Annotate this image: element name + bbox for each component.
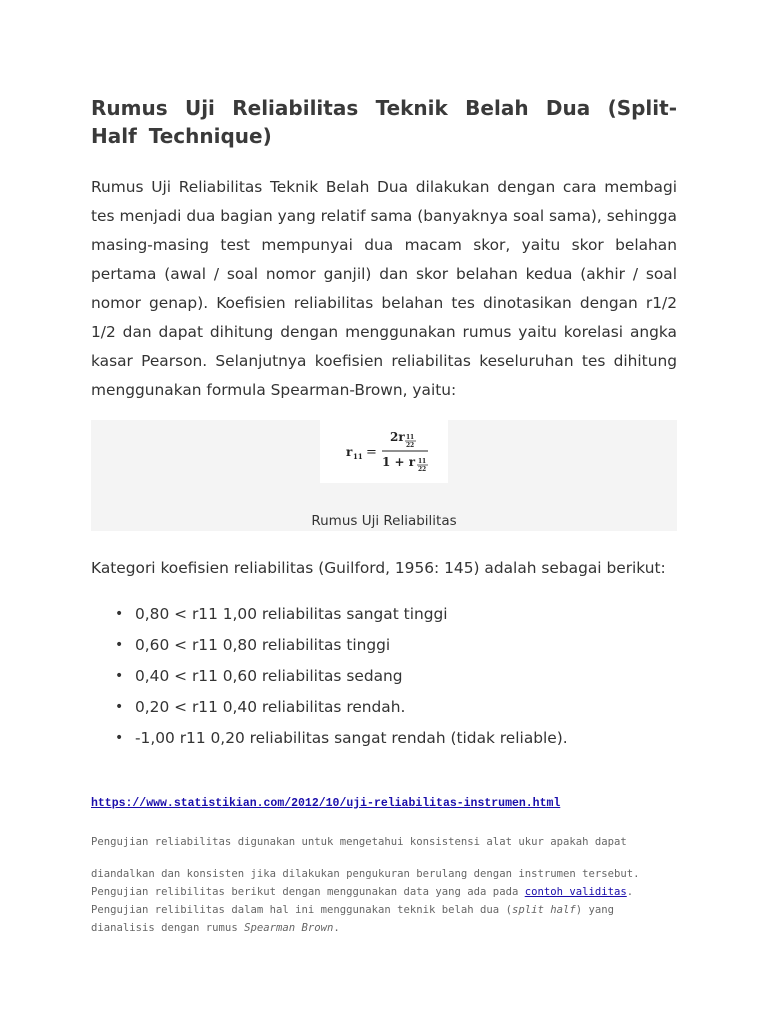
list-item <box>91 725 677 756</box>
formula-num-sub-top: 1 <box>406 434 411 441</box>
formula-denominator: 1 + r <box>382 455 416 469</box>
list-item-text: 0,40 < r11 0,60 reliabilitas sedang <box>135 667 403 685</box>
bullet-icon: • <box>115 730 124 746</box>
formula-numerator: 2r <box>390 430 405 444</box>
bullet-icon: • <box>115 668 124 684</box>
source-link[interactable]: https://www.statistikian.com/2012/10/uji-reliabilitas-instrumen.html <box>91 797 561 810</box>
formula-den-sub-bottom: 2 <box>418 466 423 473</box>
formula-lhs: r <box>346 445 353 459</box>
spearman-brown-formula <box>320 420 448 483</box>
note2-text-3: ) yang dianalisis dengan rumus <box>91 904 615 934</box>
formula-figure <box>91 420 677 531</box>
list-item <box>91 632 677 663</box>
note2-text-2: . Pengujian relibilitas dalam hal ini menggunakan teknik belah dua ( <box>91 886 634 916</box>
formula-lhs-sub: 11 <box>353 452 363 461</box>
formula-num-sub-bottom: 2 <box>406 442 411 449</box>
note-paragraph-2 <box>91 865 677 937</box>
category-list <box>91 601 677 756</box>
note2-emphasis-1: split half <box>511 904 576 916</box>
note2-text-1: diandalkan dan konsisten jika dilakukan pengukuran berulang dengan instrumen tersebut. Pengujian relibilitas berikut dengan menggunakan data yang ada pada <box>91 868 640 898</box>
intro-paragraph: Rumus Uji Reliabilitas Teknik Belah Dua dilakukan dengan cara membagi tes menjadi dua bagian yang relatif sama (banyaknya soal sama), sehingga masing-masing test mempunyai dua macam skor, yaitu skor belahan pertama (awal / soal nomor ganjil) dan skor belahan kedua (akhir / soal nomor genap). Koefisien reliabilitas belahan tes dinotasikan dengan r1/2 1/2 dan dapat dihitung dengan menggunakan rumus yaitu korelasi angka kasar Pearson. Selanjutnya koefisien reliabilitas keseluruhan tes dihitung menggunakan formula Spearman-Brown, yaitu: <box>91 178 677 399</box>
bullet-icon: • <box>115 637 124 653</box>
list-item-text: -1,00 r11 0,20 reliabilitas sangat rendah (tidak reliable). <box>135 729 568 747</box>
formula-image <box>320 420 448 483</box>
formula-num-sub-bottom-2: 2 <box>410 442 415 449</box>
formula-equals: = <box>366 445 377 460</box>
figure-caption: Rumus Uji Reliabilitas <box>311 513 457 529</box>
list-item <box>91 663 677 694</box>
note-paragraph-1: Pengujian reliabilitas digunakan untuk mengetahui konsistensi alat ukur apakah dapat <box>91 836 627 848</box>
category-intro: Kategori koefisien reliabilitas (Guilford, 1956: 145) adalah sebagai berikut: <box>91 559 666 577</box>
list-item <box>91 601 677 632</box>
note2-text-4: . <box>333 922 340 934</box>
formula-den-sub-top: 1 <box>418 458 423 465</box>
contoh-validitas-link[interactable]: contoh validitas <box>524 886 627 898</box>
formula-den-sub-top-2: 1 <box>422 458 427 465</box>
formula-den-sub-bottom-2: 2 <box>422 466 427 473</box>
bullet-icon: • <box>115 699 124 715</box>
list-item <box>91 694 677 725</box>
note2-emphasis-2: Spearman Brown <box>244 922 334 934</box>
list-item-text: 0,20 < r11 0,40 reliabilitas rendah. <box>135 698 406 716</box>
list-item-text: 0,60 < r11 0,80 reliabilitas tinggi <box>135 636 391 654</box>
bullet-icon: • <box>115 606 124 622</box>
list-item-text: 0,80 < r11 1,00 reliabilitas sangat tinggi <box>135 605 448 623</box>
article-title: Rumus Uji Reliabilitas Teknik Belah Dua (Split-Half Technique) <box>91 96 677 148</box>
formula-num-sub-top-2: 1 <box>410 434 415 441</box>
